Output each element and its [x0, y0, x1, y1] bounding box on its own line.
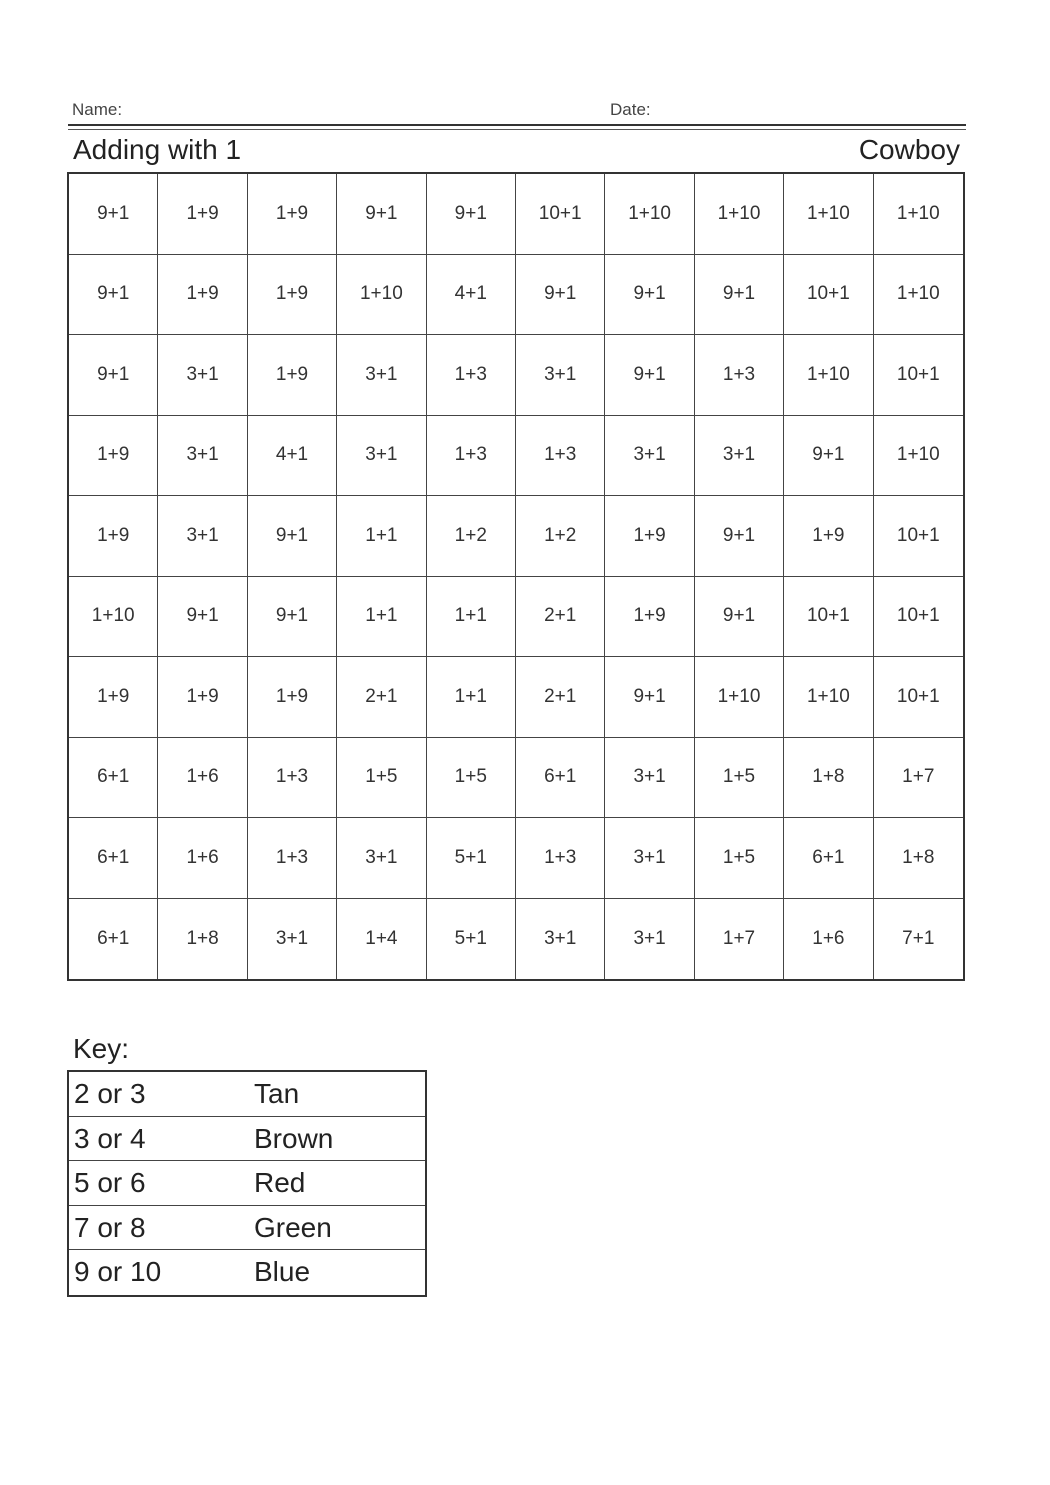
problem-cell: 1+6 — [158, 818, 247, 899]
problem-cell: 1+9 — [248, 335, 337, 416]
problem-cell: 1+2 — [427, 496, 516, 577]
problem-cell: 1+9 — [248, 657, 337, 738]
problem-cell: 9+1 — [605, 657, 694, 738]
problem-cell: 1+10 — [605, 174, 694, 255]
key-table — [67, 1070, 427, 1297]
problem-cell: 3+1 — [605, 416, 694, 497]
problem-cell: 1+3 — [427, 416, 516, 497]
problem-cell: 9+1 — [784, 416, 873, 497]
key-range: 2 or 3 — [74, 1078, 146, 1109]
problem-cell: 6+1 — [784, 818, 873, 899]
problem-cell: 3+1 — [337, 416, 426, 497]
problem-cell: 1+1 — [337, 496, 426, 577]
problem-cell: 1+10 — [784, 657, 873, 738]
problem-cell: 9+1 — [605, 255, 694, 336]
problem-cell: 1+10 — [695, 174, 784, 255]
key-color: Blue — [254, 1256, 311, 1288]
problem-cell: 1+3 — [516, 818, 605, 899]
problem-cell: 9+1 — [158, 577, 247, 658]
problem-cell: 1+9 — [784, 496, 873, 577]
picture-name: Cowboy — [858, 134, 960, 165]
problem-cell: 6+1 — [516, 738, 605, 819]
problem-cell: 2+1 — [337, 657, 426, 738]
key-range: 3 or 4 — [74, 1122, 146, 1154]
problem-cell: 1+9 — [605, 496, 694, 577]
problem-cell: 2+1 — [516, 657, 605, 738]
problem-cell: 1+10 — [784, 335, 873, 416]
problem-cell: 1+3 — [248, 738, 337, 819]
problem-cell: 1+9 — [158, 255, 247, 336]
key-row — [69, 1250, 425, 1295]
key-range: 9 or 10 — [74, 1256, 162, 1288]
problem-cell: 3+1 — [695, 416, 784, 497]
problem-cell: 6+1 — [69, 818, 158, 899]
problem-cell: 10+1 — [516, 174, 605, 255]
header-divider — [68, 129, 966, 130]
key-range: 7 or 8 — [74, 1211, 146, 1243]
problem-cell: 1+9 — [605, 577, 694, 658]
problem-cell: 1+9 — [158, 174, 247, 255]
problem-cell: 9+1 — [69, 255, 158, 336]
problem-cell: 6+1 — [69, 899, 158, 980]
problem-cell: 1+6 — [158, 738, 247, 819]
problem-cell: 9+1 — [427, 174, 516, 255]
problem-cell: 9+1 — [337, 174, 426, 255]
problem-cell: 1+3 — [516, 416, 605, 497]
problem-cell: 1+10 — [695, 657, 784, 738]
problem-cell: 5+1 — [427, 899, 516, 980]
problem-cell: 10+1 — [874, 496, 963, 577]
key-row — [69, 1072, 425, 1117]
problem-cell: 3+1 — [605, 899, 694, 980]
problem-cell: 1+7 — [695, 899, 784, 980]
key-color: Red — [254, 1167, 306, 1199]
problem-cell: 3+1 — [158, 496, 247, 577]
problem-cell: 1+9 — [248, 174, 337, 255]
key-color: Green — [254, 1211, 332, 1243]
problem-cell: 9+1 — [248, 577, 337, 658]
problem-cell: 1+10 — [337, 255, 426, 336]
problem-cell: 1+5 — [427, 738, 516, 819]
problem-cell: 4+1 — [427, 255, 516, 336]
problem-cell: 1+10 — [784, 174, 873, 255]
date-label: Date: — [610, 100, 651, 119]
name-label: Name: — [72, 100, 123, 119]
problem-cell: 1+10 — [874, 255, 963, 336]
worksheet-title: Adding with 1 — [73, 134, 242, 165]
problem-cell: 3+1 — [158, 416, 247, 497]
problem-cell: 6+1 — [69, 738, 158, 819]
key-color: Brown — [254, 1122, 334, 1154]
problem-cell: 1+1 — [427, 577, 516, 658]
problem-cell: 1+5 — [695, 738, 784, 819]
problem-cell: 9+1 — [69, 174, 158, 255]
problem-cell: 9+1 — [695, 496, 784, 577]
problem-cell: 10+1 — [874, 657, 963, 738]
problem-cell: 1+2 — [516, 496, 605, 577]
key-label: Key: — [73, 1033, 130, 1064]
key-row — [69, 1117, 425, 1162]
problem-cell: 3+1 — [516, 899, 605, 980]
problem-cell: 10+1 — [874, 577, 963, 658]
problem-cell: 9+1 — [605, 335, 694, 416]
problem-cell: 1+3 — [427, 335, 516, 416]
key-color: Tan — [254, 1078, 300, 1109]
problem-cell: 1+4 — [337, 899, 426, 980]
problem-cell: 9+1 — [248, 496, 337, 577]
problem-cell: 1+9 — [158, 657, 247, 738]
problem-cell: 10+1 — [784, 255, 873, 336]
header-line — [68, 96, 966, 126]
problem-cell: 9+1 — [695, 255, 784, 336]
problem-cell: 1+10 — [874, 174, 963, 255]
problem-cell: 3+1 — [158, 335, 247, 416]
problem-cell: 3+1 — [605, 738, 694, 819]
key-range: 5 or 6 — [74, 1167, 146, 1199]
problem-cell: 1+6 — [784, 899, 873, 980]
problem-cell: 9+1 — [695, 577, 784, 658]
problem-cell: 1+9 — [69, 416, 158, 497]
problem-cell: 1+10 — [69, 577, 158, 658]
problem-cell: 7+1 — [902, 927, 935, 949]
problem-cell: 3+1 — [605, 818, 694, 899]
problem-cell: 1+3 — [248, 818, 337, 899]
problem-cell: 1+1 — [427, 657, 516, 738]
problem-cell: 9+1 — [69, 335, 158, 416]
key-row — [69, 1161, 425, 1206]
problem-grid — [67, 172, 965, 981]
problem-cell: 1+9 — [248, 255, 337, 336]
problem-cell: 3+1 — [337, 335, 426, 416]
problem-cell: 9+1 — [516, 255, 605, 336]
problem-cell: 1+9 — [69, 657, 158, 738]
problem-cell: 2+1 — [516, 577, 605, 658]
problem-cell: 1+7 — [874, 738, 963, 819]
problem-cell: 1+8 — [158, 899, 247, 980]
problem-cell: 1+5 — [695, 818, 784, 899]
problem-cell: 10+1 — [784, 577, 873, 658]
problem-cell: 1+8 — [784, 738, 873, 819]
problem-cell: 1+8 — [874, 818, 963, 899]
key-row — [69, 1206, 425, 1251]
problem-cell: 3+1 — [337, 818, 426, 899]
problem-cell: 1+9 — [69, 496, 158, 577]
problem-cell: 3+1 — [248, 899, 337, 980]
problem-cell: 5+1 — [427, 818, 516, 899]
problem-cell: 1+5 — [337, 738, 426, 819]
problem-cell: 1+3 — [695, 335, 784, 416]
problem-cell: 1+1 — [337, 577, 426, 658]
problem-cell: 4+1 — [248, 416, 337, 497]
problem-cell: 3+1 — [516, 335, 605, 416]
problem-cell: 10+1 — [874, 335, 963, 416]
problem-cell: 1+10 — [874, 416, 963, 497]
